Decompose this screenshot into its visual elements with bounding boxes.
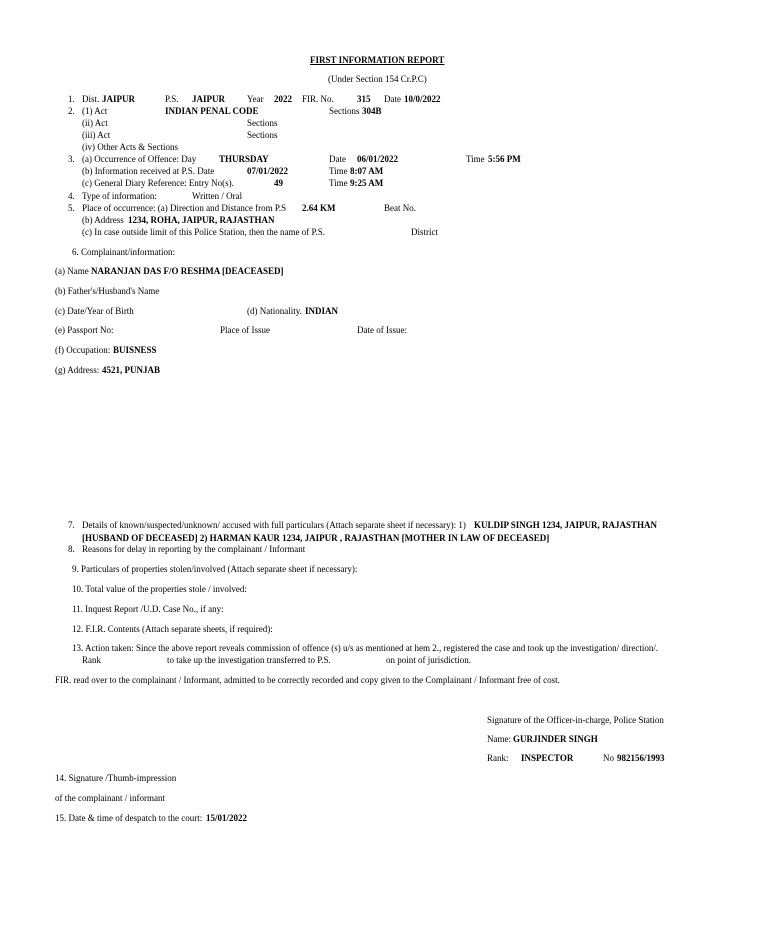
fir-readover-statement: FIR. read over to the complainant / Informant, admitted to be correctly recorded and copy given to the Complainant / Informant free of cost.: [55, 675, 560, 685]
document-subtitle: (Under Section 154 Cr.P.C): [328, 74, 427, 84]
accused-details-label: Details of known/suspected/unknown/ accused with full particulars (Attach separate sheet if necessary): 1): [82, 520, 466, 530]
occurrence-date-label: Date: [329, 154, 346, 164]
act-3-label: (iii) Act: [82, 130, 111, 140]
accused-2-value: [HUSBAND OF DECEASED] 2) HARMAN KAUR 1234, JAIPUR , RAJASTHAN [MOTHER IN LAW OF DECEASED]: [82, 533, 550, 543]
nationality-value: INDIAN: [305, 306, 339, 316]
district-label: District: [411, 227, 438, 237]
officer-signature-label: Signature of the Officer-in-charge, Police Station: [487, 715, 664, 725]
stolen-properties-label: 9. Particulars of properties stolen/involved (Attach separate sheet if necessary):: [72, 564, 358, 574]
other-acts-label: (iv) Other Acts & Sections: [82, 142, 178, 152]
occupation-label: (f) Occupation:: [55, 345, 111, 355]
transfer-text: to take up the investigation transferred to P.S.: [167, 655, 331, 665]
total-value-label: 10. Total value of the properties stole / involved:: [72, 584, 247, 594]
item-2-number: 2.: [68, 106, 75, 116]
info-type-value: Written / Oral: [192, 191, 243, 201]
complainant-heading: 6. Complainant/information:: [72, 247, 175, 257]
document-title: FIRST INFORMATION REPORT: [310, 55, 445, 65]
act-1-label: (1) Act: [82, 106, 108, 116]
diary-time-label: Time: [329, 178, 348, 188]
dist-label: Dist.: [82, 94, 100, 104]
act-3-sections-label: Sections: [247, 130, 278, 140]
occurrence-time-value: 5:56 PM: [488, 154, 521, 164]
address-label: (g) Address:: [55, 365, 100, 375]
sections-value: 304B: [362, 106, 382, 116]
act-2-label: (ii) Act: [82, 118, 108, 128]
item-4-number: 4.: [68, 191, 75, 201]
info-received-time-label: Time: [329, 166, 348, 176]
complainant-signature-sublabel: of the complainant / informant: [55, 793, 165, 803]
occupation-value: BUISNESS: [113, 345, 157, 355]
sections-label: Sections: [329, 106, 360, 116]
year-label: Year: [247, 94, 264, 104]
place-direction-label: Place of occurrence: (a) Direction and Distance from P.S: [82, 203, 287, 213]
fir-date-value: 10/0/2022: [404, 94, 441, 104]
officer-name-label: Name:: [487, 734, 511, 744]
inquest-report-label: 11. Inquest Report /U.D. Case No., if any:: [72, 604, 224, 614]
delay-reasons-label: Reasons for delay in reporting by the complainant / Informant: [82, 544, 306, 554]
officer-no-label: No: [603, 753, 614, 763]
despatch-date-value: 15/01/2022: [206, 813, 248, 823]
officer-name-value: GURJINDER SINGH: [513, 734, 598, 744]
officer-no-value: 982156/1993: [617, 753, 665, 763]
occurrence-day-label: (a) Occurrence of Offence: Day: [82, 154, 197, 164]
outside-limit-label: (c) In case outside limit of this Police Station, then the name of P.S.: [82, 227, 325, 237]
info-received-time: 8:07 AM: [350, 166, 384, 176]
beat-no-label: Beat No.: [384, 203, 416, 213]
place-of-issue-label: Place of Issue: [220, 325, 270, 335]
item-5-number: 5.: [68, 203, 75, 213]
act-1-value: INDIAN PENAL CODE: [165, 106, 259, 116]
item-3-number: 3.: [68, 154, 75, 164]
complainant-signature-label: 14. Signature /Thumb-impression: [55, 773, 177, 783]
place-address-value: 1234, ROHA, JAIPUR, RAJASTHAN: [128, 215, 275, 225]
date-of-issue-label: Date of Issue:: [357, 325, 407, 335]
passport-label: (e) Passport No:: [55, 325, 114, 335]
occurrence-day-value: THURSDAY: [219, 154, 269, 164]
info-received-label: (b) Information received at P.S. Date: [82, 166, 215, 176]
complainant-name-value: NARANJAN DAS F/O RESHMA [DEACEASED]: [91, 266, 284, 276]
fir-contents-label: 12. F.I.R. Contents (Attach separate sheets, if required):: [72, 624, 273, 634]
rank-label: Rank: [82, 655, 101, 665]
ps-label: P.S.: [165, 94, 179, 104]
fir-no-value: 315: [357, 94, 371, 104]
ps-value: JAIPUR: [192, 94, 225, 104]
complainant-name-label: (a) Name: [55, 266, 89, 276]
occurrence-date-value: 06/01/2022: [357, 154, 399, 164]
occurrence-time-label: Time: [466, 154, 485, 164]
despatch-date-label: 15. Date & time of despatch to the court:: [55, 813, 203, 823]
diary-time-value: 9:25 AM: [350, 178, 384, 188]
year-value: 2022: [274, 94, 292, 104]
item-8-number: 8.: [68, 544, 75, 554]
info-received-date: 07/01/2022: [247, 166, 289, 176]
diary-ref-label: (c) General Diary Reference: Entry No(s).: [82, 178, 234, 188]
place-distance-value: 2.64 KM: [302, 203, 336, 213]
dob-label: (c) Date/Year of Birth: [55, 306, 134, 316]
place-address-label: (b) Address: [82, 215, 124, 225]
info-type-label: Type of information:: [82, 191, 157, 201]
jurisdiction-text: on point of jurisdiction.: [386, 655, 471, 665]
father-name-label: (b) Father's/Husband's Name: [55, 286, 160, 296]
nationality-label: (d) Nationality.: [247, 306, 302, 316]
officer-rank-value: INSPECTOR: [521, 753, 574, 763]
accused-1-value: KULDIP SINGH 1234, JAIPUR, RAJASTHAN: [474, 520, 658, 530]
address-value: 4521, PUNJAB: [102, 365, 160, 375]
dist-value: JAIPUR: [102, 94, 135, 104]
act-2-sections-label: Sections: [247, 118, 278, 128]
officer-rank-label: Rank:: [487, 753, 509, 763]
item-7-number: 7.: [68, 520, 75, 530]
fir-no-label: FIR. No.: [302, 94, 334, 104]
action-taken-text: 13. Action taken: Since the above report reveals commission of offence (s) u/s as mentioned at hem 2., registered the case and took up the investigation/ direction/.: [72, 643, 659, 653]
item-1-number: 1.: [68, 94, 75, 104]
fir-date-label: Date: [384, 94, 401, 104]
diary-entry-value: 49: [274, 178, 283, 188]
